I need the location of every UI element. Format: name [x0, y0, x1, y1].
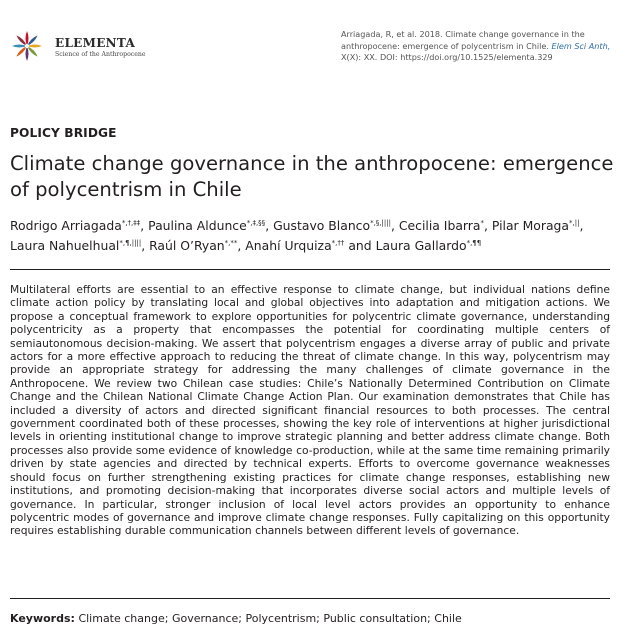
- author-name: Gustavo Blanco: [273, 218, 371, 233]
- citation-block: [341, 29, 617, 64]
- page-header: [0, 0, 625, 80]
- section-label: POLICY BRIDGE: [10, 126, 117, 140]
- journal-tagline: Science of the Anthropocene: [55, 51, 146, 58]
- author-name: Rodrigo Arriagada: [10, 218, 122, 233]
- author-affiliation: *,¶¶: [466, 239, 482, 247]
- divider-bottom: [10, 598, 610, 599]
- author-name: Anahí Urquiza: [245, 238, 332, 253]
- article-title: Climate change governance in the anthropocene: emergence of polycentrism in Chile: [10, 152, 614, 201]
- author-entry: [245, 238, 344, 253]
- abstract-text: Multilateral efforts are essential to an effective response to climate change, but individual nations define climate action policy by translating local and global objectives into adaptation and mitigation actions. We propose a conceptual framework to explore opportunities for polycentric climate governance, understanding polycentricity as a property that encompasses the potential for coordinating multiple centers of semiautonomous decision-making. We assert that polycentrism engages a diverse array of public and private actors for a more effective approach to reducing the threat of climate change. In this way, polycentrism may provide an appropriate strategy for addressing the many challenges of climate governance in the Anthropocene. We review two Chilean case studies: Chile’s Nationally Determined Contribution on Climate Change and the Chilean National Climate Change Action Plan. Our examination demonstrates that Chile has included a diversity of actors and directed significant financial resources to both processes. The central government coordinated both of these processes, showing the key role of interventions at higher jurisdictional levels in orienting institutional change to improve strategic planning and better address climate change. Both processes also provide some evidence of knowledge co-production, while at the same time remaining primarily driven by state agencies and directed by technical experts. Efforts to overcome governance weaknesses should focus on further strengthening existing practices for climate change responses, establishing new institutions, and promoting decision-making that incorporates diverse social actors and multiple levels of governance. In particular, stronger inclusion of local level actors provides an opportunity to enhance polycentric modes of governance and improve climate change responses. Fully capitalizing on this opportunity requires establishing durable communication channels between different levels of governance.: [10, 283, 610, 538]
- author-affiliation: *,‡,§§: [246, 219, 266, 227]
- author-entry: [10, 218, 140, 233]
- author-entry: [273, 218, 391, 233]
- logo-petal: [12, 45, 27, 48]
- logo-petal: [27, 45, 42, 48]
- author-affiliation: *,**: [224, 239, 238, 247]
- logo-petal: [26, 46, 29, 61]
- author-entry: [149, 238, 237, 253]
- author-entry: [399, 218, 484, 233]
- divider-top: [10, 269, 610, 270]
- author-affiliation: *,†,‡‡: [121, 219, 141, 227]
- citation-prefix: Arriagada, R, et al. 2018. Climate change governance in the anthropocene: emergence of polycentrism in Chile.: [341, 29, 585, 51]
- logo-center: [25, 44, 29, 48]
- journal-name: ELEMENTA: [55, 36, 136, 50]
- keywords-list: Climate change; Governance; Polycentrism; Public consultation; Chile: [78, 612, 462, 625]
- author-name: Paulina Aldunce: [148, 218, 247, 233]
- citation-suffix: X(X): XX. DOI: https://doi.org/10.1525/elementa.329: [341, 52, 553, 62]
- author-affiliation: *,||: [569, 219, 580, 227]
- author-affiliation: *,§,||||: [370, 219, 391, 227]
- keywords-label: Keywords:: [10, 612, 75, 625]
- author-name: Laura Nahuelhual: [10, 238, 120, 253]
- author-affiliation: *: [480, 219, 484, 227]
- author-entry: [376, 238, 482, 253]
- author-name: Raúl O’Ryan: [149, 238, 225, 253]
- author-name: Laura Gallardo: [375, 238, 467, 253]
- author-entry: [492, 218, 580, 233]
- author-list: Rodrigo Arriagada*,†,‡‡, Paulina Aldunce*,‡,§§, Gustavo Blanco*,§,||||, Cecilia Ibarra*, Pilar Moraga*,||, Laura Nahuelhual*,¶,||||, Raúl O’Ryan*,**, Anahí Urquiza*,†† and Laura Gallardo*,¶¶: [10, 218, 584, 253]
- author-name: Pilar Moraga: [491, 218, 570, 233]
- author-name: Cecilia Ibarra: [398, 218, 481, 233]
- journal-logo[interactable]: [10, 29, 170, 65]
- author-entry: [10, 238, 141, 253]
- keywords-line: [10, 612, 615, 625]
- elementa-flower-logo-icon: [10, 29, 48, 65]
- author-affiliation: *,¶,||||: [119, 239, 142, 247]
- logo-petal: [26, 31, 29, 46]
- author-entry: [148, 218, 265, 233]
- author-affiliation: *,††: [331, 239, 345, 247]
- citation-journal-link[interactable]: Elem Sci Anth,: [551, 40, 611, 51]
